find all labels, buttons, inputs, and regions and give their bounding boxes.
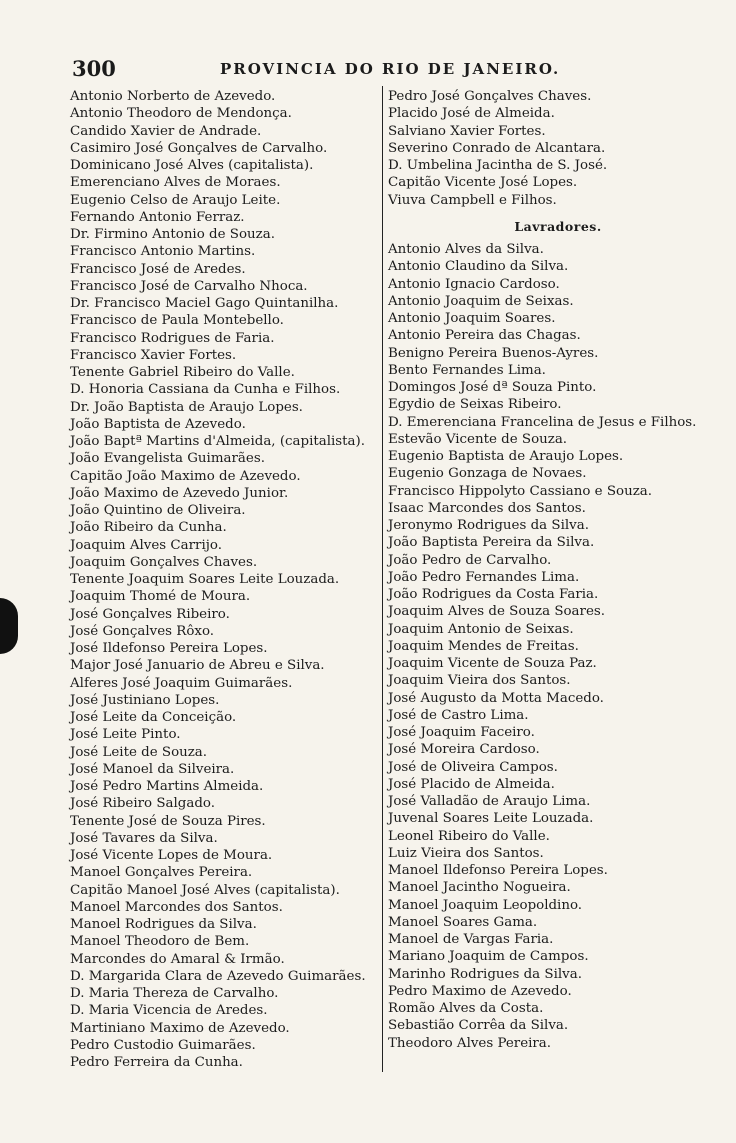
list-entry: Antonio Pereira das Chagas.: [388, 328, 581, 344]
list-entry: José Tavares da Silva.: [70, 830, 218, 846]
list-entry: Marinho Rodrigues da Silva.: [388, 966, 582, 982]
list-entry: Antonio Claudino da Silva.: [388, 259, 569, 275]
list-entry: Pedro Maximo de Azevedo.: [388, 983, 572, 999]
list-entry: Dr. João Baptista de Araujo Lopes.: [70, 399, 303, 415]
list-entry: Eugenio Baptista de Araujo Lopes.: [388, 449, 624, 464]
list-entry: Joaquim Alves Carrijo.: [70, 537, 222, 553]
list-entry: Manoel Ildefonso Pereira Lopes.: [388, 863, 608, 878]
column-divider: [382, 86, 383, 1072]
list-entry: João Baptista de Azevedo.: [70, 416, 246, 432]
list-entry: Manoel Gonçalves Pereira.: [70, 865, 253, 881]
list-entry: Joaquim Mendes de Freitas.: [388, 638, 579, 654]
list-entry: João Rodrigues da Costa Faria.: [388, 587, 599, 602]
list-entry: D. Umbelina Jacintha de S. José.: [388, 158, 608, 173]
list-entry: Sebastião Corrêa da Silva.: [388, 1018, 569, 1034]
list-entry: Eugenio Gonzaga de Novaes.: [388, 466, 587, 482]
list-entry: Casimiro José Gonçalves de Carvalho.: [70, 140, 328, 156]
list-entry: Dominicano José Alves (capitalista).: [70, 158, 314, 173]
list-entry: Francisco Rodrigues de Faria.: [70, 330, 275, 346]
list-entry: Dr. Francisco Maciel Gago Quintanilha.: [70, 296, 339, 311]
list-entry: José Gonçalves Ribeiro.: [70, 606, 230, 622]
running-title: PROVINCIA DO RIO DE JANEIRO.: [220, 60, 561, 78]
list-entry: Francisco de Paula Montebello.: [70, 313, 284, 329]
list-entry: Manoel Theodoro de Bem.: [70, 934, 250, 950]
list-entry: José Justiniano Lopes.: [70, 692, 220, 708]
list-entry: José Ribeiro Salgado.: [70, 796, 215, 812]
list-entry: Joaquim Alves de Souza Soares.: [388, 604, 605, 620]
list-entry: João Ribeiro da Cunha.: [70, 520, 227, 536]
list-entry: José Manoel da Silveira.: [70, 761, 235, 777]
list-entry: José Leite de Souza.: [70, 744, 208, 760]
list-entry: José Moreira Cardoso.: [388, 742, 540, 758]
list-entry: D. Margarida Clara de Azevedo Guimarães.: [70, 968, 366, 984]
list-entry: Leonel Ribeiro do Valle.: [388, 828, 550, 844]
list-entry: Benigno Pereira Buenos-Ayres.: [388, 345, 599, 361]
list-entry: Candido Xavier de Andrade.: [70, 123, 262, 139]
list-entry: Luiz Vieira dos Santos.: [388, 845, 544, 861]
list-entry: Manoel Jacintho Nogueira.: [388, 880, 571, 896]
list-entry: José Valladão de Araujo Lima.: [388, 794, 591, 809]
list-entry: Bento Fernandes Lima.: [388, 362, 546, 378]
list-entry: Francisco Hippolyto Cassiano e Souza.: [388, 483, 653, 499]
list-entry: João Baptista Pereira da Silva.: [388, 535, 595, 551]
list-entry: Francisco José de Carvalho Nhoca.: [70, 278, 308, 294]
list-entry: Manoel Soares Gama.: [388, 914, 538, 930]
list-entry: Joaquim Gonçalves Chaves.: [70, 554, 258, 570]
list-entry: D. Emerenciana Francelina de Jesus e Filhos.: [388, 414, 697, 430]
list-entry: Pedro José Gonçalves Chaves.: [388, 89, 592, 104]
list-entry: Mariano Joaquim de Campos.: [388, 949, 589, 965]
list-entry: Capitão Vicente José Lopes.: [388, 175, 578, 191]
list-entry: José Augusto da Motta Macedo.: [388, 690, 604, 706]
list-entry: Isaac Marcondes dos Santos.: [388, 500, 586, 516]
list-entry: Severino Conrado de Alcantara.: [388, 140, 606, 156]
list-entry: Manoel Rodrigues da Silva.: [70, 917, 257, 932]
list-entry: Joaquim Vicente de Souza Paz.: [388, 656, 597, 671]
list-entry: Pedro Custodio Guimarães.: [70, 1037, 256, 1053]
list-entry: José Joaquim Faceiro.: [388, 725, 535, 740]
page-number: 300: [72, 56, 116, 81]
list-entry: Joaquim Vieira dos Santos.: [388, 673, 571, 689]
list-entry: Antonio Joaquim de Seixas.: [388, 293, 574, 309]
list-entry: Antonio Alves da Silva.: [388, 242, 544, 257]
list-entry: Antonio Theodoro de Mendonça.: [70, 106, 292, 122]
list-entry: Capitão João Maximo de Azevedo.: [70, 468, 301, 484]
list-entry: João Pedro Fernandes Lima.: [388, 569, 580, 585]
list-entry: José Leite Pinto.: [70, 727, 181, 743]
list-entry: Francisco Xavier Fortes.: [70, 347, 237, 363]
list-entry: Salviano Xavier Fortes.: [388, 123, 546, 139]
list-entry: Antonio Norberto de Azevedo.: [70, 89, 276, 104]
list-entry: Fernando Antonio Ferraz.: [70, 209, 245, 225]
list-entry: D. Honoria Cassiana da Cunha e Filhos.: [70, 382, 341, 398]
list-entry: João Baptª Martins d'Almeida, (capitalista).: [70, 434, 366, 449]
list-entry: Antonio Ignacio Cardoso.: [388, 276, 560, 292]
list-entry: Emerenciano Alves de Moraes.: [70, 175, 281, 191]
left-column: [70, 88, 382, 1071]
list-entry: José de Castro Lima.: [388, 707, 529, 723]
list-entry: Antonio Joaquim Soares.: [388, 311, 556, 326]
list-entry: José Leite da Conceição.: [70, 710, 237, 725]
list-entry: Jeronymo Rodrigues da Silva.: [388, 518, 589, 533]
list-entry: D. Maria Vicencia de Aredes.: [70, 1003, 268, 1019]
list-entry: Placido José de Almeida.: [388, 106, 555, 122]
list-entry: Martiniano Maximo de Azevedo.: [70, 1020, 290, 1036]
list-entry: Estevão Vicente de Souza.: [388, 431, 568, 447]
list-entry: José Vicente Lopes de Moura.: [70, 848, 273, 863]
list-entry: José de Oliveira Campos.: [388, 759, 558, 775]
list-entry: Eugenio Celso de Araujo Leite.: [70, 192, 281, 208]
list-entry: Manoel Joaquim Leopoldino.: [388, 897, 583, 913]
list-entry: João Maximo de Azevedo Junior.: [70, 485, 289, 501]
list-entry: Viuva Campbell e Filhos.: [388, 192, 557, 208]
list-entry: João Quintino de Oliveira.: [70, 503, 246, 518]
list-entry: Domingos José dª Souza Pinto.: [388, 380, 597, 395]
ink-blot: [0, 598, 18, 654]
list-entry: Capitão Manoel José Alves (capitalista).: [70, 882, 340, 898]
list-entry: Major José Januario de Abreu e Silva.: [70, 658, 325, 674]
list-entry: Juvenal Soares Leite Louzada.: [388, 811, 594, 827]
list-entry: Dr. Firmino Antonio de Souza.: [70, 227, 275, 242]
list-entry: José Pedro Martins Almeida.: [70, 779, 264, 794]
list-entry: Romão Alves da Costa.: [388, 1001, 544, 1016]
list-entry: João Evangelista Guimarães.: [70, 451, 265, 467]
right-column: [388, 88, 728, 1052]
list-entry: D. Maria Thereza de Carvalho.: [70, 986, 279, 1001]
list-entry: José Ildefonso Pereira Lopes.: [70, 641, 268, 656]
list-entry: Egydio de Seixas Ribeiro.: [388, 397, 562, 413]
list-entry: José Placido de Almeida.: [388, 776, 555, 792]
section-title: Lavradores.: [514, 218, 602, 234]
list-entry: Marcondes do Amaral & Irmão.: [70, 951, 285, 967]
list-entry: Tenente Gabriel Ribeiro do Valle.: [70, 365, 295, 380]
list-entry: Francisco José de Aredes.: [70, 261, 246, 277]
list-entry: Pedro Ferreira da Cunha.: [70, 1055, 243, 1070]
list-entry: Alferes José Joaquim Guimarães.: [70, 675, 293, 691]
list-entry: Tenente Joaquim Soares Leite Louzada.: [70, 572, 340, 587]
list-entry: Theodoro Alves Pereira.: [388, 1035, 552, 1051]
right-column-lavradores-list: [388, 241, 728, 1052]
list-entry: Francisco Antonio Martins.: [70, 244, 256, 260]
list-entry: José Gonçalves Rôxo.: [70, 623, 215, 639]
list-entry: João Pedro de Carvalho.: [388, 552, 552, 568]
right-column-top-list: [388, 88, 728, 209]
list-entry: Joaquim Thomé de Moura.: [70, 589, 251, 605]
page-header: [72, 56, 582, 82]
list-entry: Joaquim Antonio de Seixas.: [388, 621, 574, 637]
list-entry: Tenente José de Souza Pires.: [70, 813, 266, 829]
list-entry: Manoel de Vargas Faria.: [388, 932, 554, 947]
list-entry: Manoel Marcondes dos Santos.: [70, 899, 283, 915]
